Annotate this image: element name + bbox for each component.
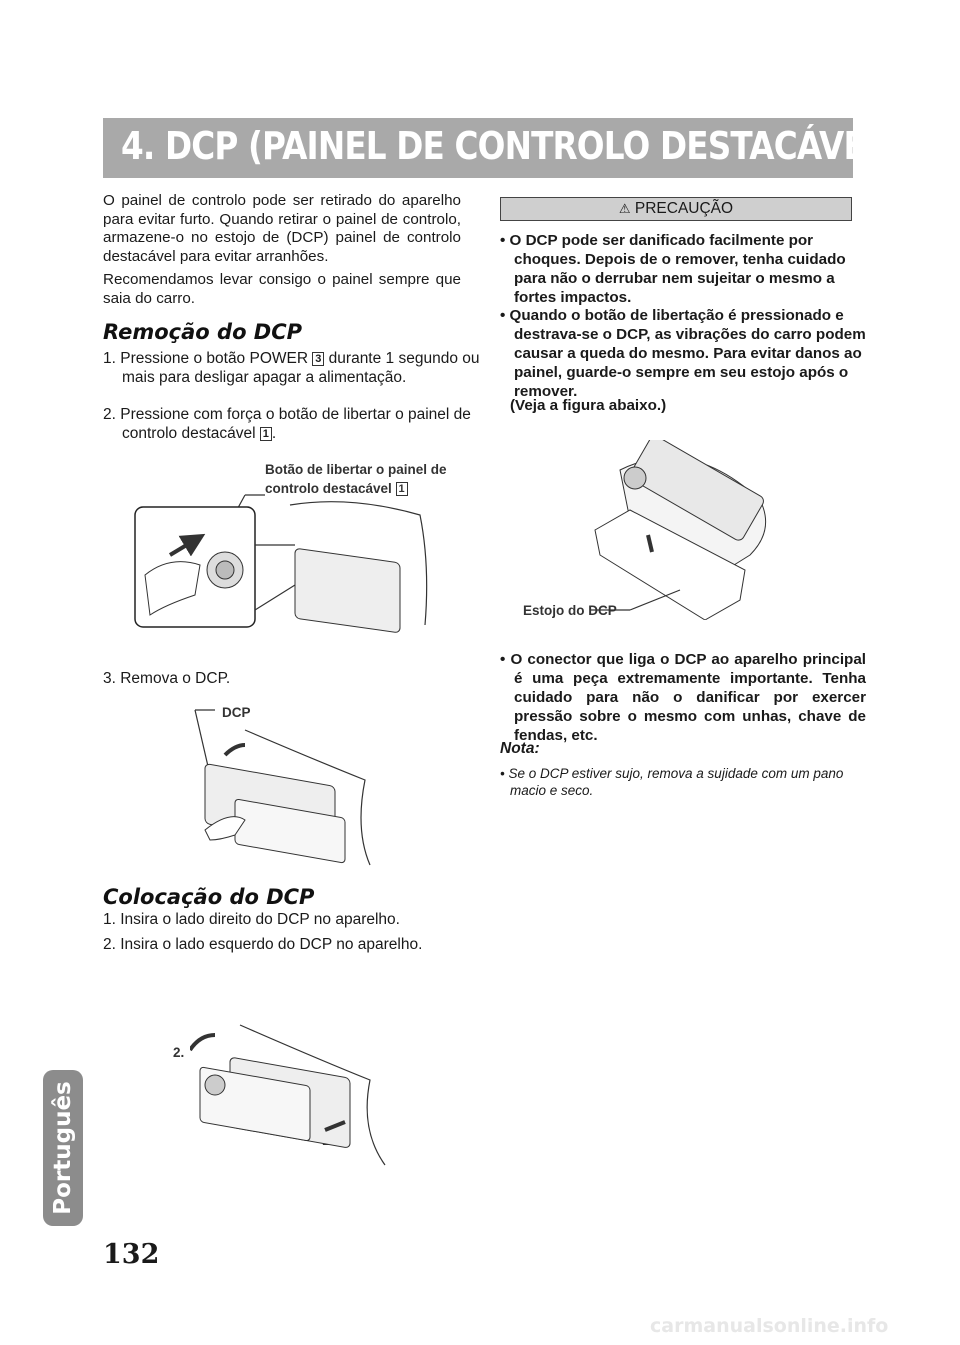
attach-step-1: 1. Insira o lado direito do DCP no aparelho. [103,911,400,928]
caution-bullet-3: • O conector que liga o DCP ao aparelho principal é uma peça extremamente importante. Tenha cuidado para não o danificar por exercer pressão sobre o mesmo com unhas, chave de fendas, etc. [500,651,866,744]
release-button-figure [130,485,440,635]
caution-title: PRECAUÇÃO [634,200,734,217]
remove-dcp-figure [185,700,385,870]
intro-paragraph-2: Recomendamos levar consigo o painel sempre que saia do carro. [103,271,461,307]
removal-heading: Remoção do DCP [103,320,303,344]
removal-step-3: 3. Remova o DCP. [103,670,231,687]
attach-heading: Colocação do DCP [103,885,315,909]
page-title: 4. DCP (PAINEL DE CONTROLO DESTACÁVEL) [121,124,899,168]
attach-step-2: 2. Insira o lado esquerdo do DCP no aparelho. [103,936,423,953]
note-heading: Nota: [500,740,540,757]
caution-bar [500,197,852,221]
dcp-case-figure [590,440,790,620]
caution-bullet-2: • Quando o botão de libertação é pressionado e destrava-se o DCP, as vibrações do carro podem causar a queda do mesmo. Para evitar danos ao painel, guarde-o sempre em seu estojo após o remover. [500,307,866,400]
removal-step-1: 1. Pressione o botão POWER 3 durante 1 segundo ou mais para desligar apagar a alimentação. [103,350,480,386]
fig4-label: Estojo do DCP [523,603,617,618]
removal-step-2: 2. Pressione com força o botão de libertar o painel de controlo destacável 1 . [103,406,471,442]
ref-number: 3 [312,352,324,366]
caution-bullet-1: • O DCP pode ser danificado facilmente por choques. Depois de o remover, tenha cuidado para não o derrubar nem sujeitar o mesmo a fortes impactos. [500,232,846,306]
page-number: 132 [103,1239,160,1270]
fig1-label: Botão de libertar o painel de controlo destacável 1 [265,462,447,496]
title-bar [103,118,899,178]
fig3-label-2: 2. [173,1045,185,1060]
intro-paragraph-1: O painel de controlo pode ser retirado do aparelho para evitar furto. Quando retirar o painel de controlo, armazene-o no estojo de (DCP) painel de controlo destacável para evitar arranhões. [103,192,461,265]
caution-note: (Veja a figura abaixo.) [510,397,667,414]
fig2-label: DCP [222,705,251,720]
attach-dcp-figure [190,1020,390,1170]
watermark: carmanualsonline.info [650,1315,889,1337]
ref-number: 1 [260,427,272,441]
warning-icon: ⚠ [618,201,631,216]
note-text: • Se o DCP estiver sujo, remova a sujidade com um pano macio e seco. [500,766,844,798]
language-tab: Português [43,1070,83,1226]
